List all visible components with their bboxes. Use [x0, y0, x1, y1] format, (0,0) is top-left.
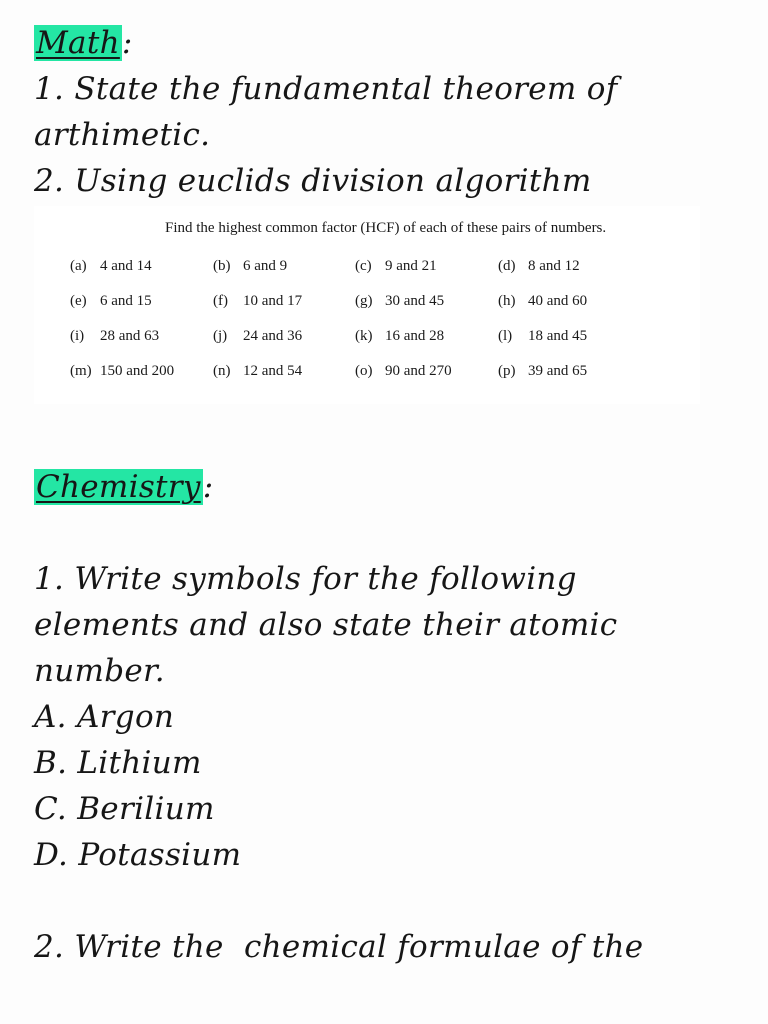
- hcf-item: [355, 328, 444, 345]
- math-q1-line2: arthimetic.: [34, 117, 211, 153]
- hcf-item-value: 90 and 270: [385, 363, 452, 379]
- hcf-item: [498, 328, 587, 345]
- hcf-item: [498, 258, 580, 275]
- hcf-item: [70, 293, 152, 310]
- math-heading-colon: :: [121, 25, 133, 61]
- hcf-exercise-panel: [34, 206, 700, 404]
- hcf-item: [355, 363, 452, 380]
- chemistry-q1-line2: elements and also state their atomic: [34, 607, 618, 643]
- hcf-item-value: 16 and 28: [385, 328, 445, 344]
- hcf-item-value: 4 and 14: [100, 258, 152, 274]
- chemistry-heading: [34, 464, 214, 510]
- chemistry-q1-line3: number.: [34, 653, 165, 689]
- hcf-item-label: (h): [498, 293, 516, 309]
- hcf-item-value: 6 and 15: [100, 293, 152, 309]
- hcf-item-value: 18 and 45: [528, 328, 588, 344]
- chemistry-heading-highlight: Chemistry: [36, 469, 201, 505]
- hcf-item-label: (p): [498, 363, 516, 379]
- hcf-item: [70, 328, 159, 345]
- hcf-item: [213, 363, 302, 380]
- hcf-item-label: (n): [213, 363, 231, 379]
- hcf-item-label: (c): [355, 258, 372, 274]
- hcf-item-value: 150 and 200: [100, 363, 175, 379]
- hcf-item-label: (o): [355, 363, 373, 379]
- hcf-item-value: 39 and 65: [528, 363, 588, 379]
- hcf-item-label: (g): [355, 293, 373, 309]
- hcf-item-value: 30 and 45: [385, 293, 445, 309]
- chemistry-q1-line1: 1. Write symbols for the following: [34, 561, 577, 597]
- hcf-item: [213, 328, 302, 345]
- hcf-item-value: 28 and 63: [100, 328, 160, 344]
- element-item-potassium: D. Potassium: [34, 837, 242, 873]
- hcf-item-value: 24 and 36: [243, 328, 303, 344]
- hcf-item: [213, 258, 287, 275]
- math-q2-line1: 2. Using euclids division algorithm: [34, 163, 592, 199]
- hcf-item-label: (m): [70, 363, 92, 379]
- element-item-argon: A. Argon: [34, 699, 175, 735]
- hcf-item-value: 10 and 17: [243, 293, 303, 309]
- element-item-lithium: B. Lithium: [34, 745, 202, 781]
- hcf-item-label: (a): [70, 258, 87, 274]
- hcf-item: [498, 293, 587, 310]
- hcf-item-label: (e): [70, 293, 87, 309]
- hcf-item: [355, 258, 437, 275]
- hcf-item-label: (k): [355, 328, 373, 344]
- hcf-item-label: (b): [213, 258, 231, 274]
- hcf-item-label: (d): [498, 258, 516, 274]
- chemistry-q2-line1: 2. Write the chemical formulae of the: [34, 929, 644, 965]
- hcf-item-value: 9 and 21: [385, 258, 437, 274]
- element-item-berilium: C. Berilium: [34, 791, 215, 827]
- hcf-item-label: (f): [213, 293, 228, 309]
- hcf-item: [355, 293, 444, 310]
- hcf-item-label: (l): [498, 328, 513, 344]
- math-heading-highlight: Math: [36, 25, 120, 61]
- hcf-item: [498, 363, 587, 380]
- hcf-item: [70, 363, 174, 380]
- hcf-item-value: 6 and 9: [243, 258, 288, 274]
- math-q1-line1: 1. State the fundamental theorem of: [34, 71, 618, 107]
- hcf-item: [70, 258, 152, 275]
- hcf-panel-title: Find the highest common factor (HCF) of each of these pairs of numbers.: [165, 220, 607, 236]
- math-heading: [34, 20, 133, 66]
- hcf-item-label: (i): [70, 328, 85, 344]
- chemistry-heading-colon: :: [202, 469, 214, 505]
- hcf-item-value: 12 and 54: [243, 363, 303, 379]
- hcf-item: [213, 293, 302, 310]
- hcf-item-value: 40 and 60: [528, 293, 588, 309]
- hcf-item-label: (j): [213, 328, 228, 344]
- hcf-item-value: 8 and 12: [528, 258, 580, 274]
